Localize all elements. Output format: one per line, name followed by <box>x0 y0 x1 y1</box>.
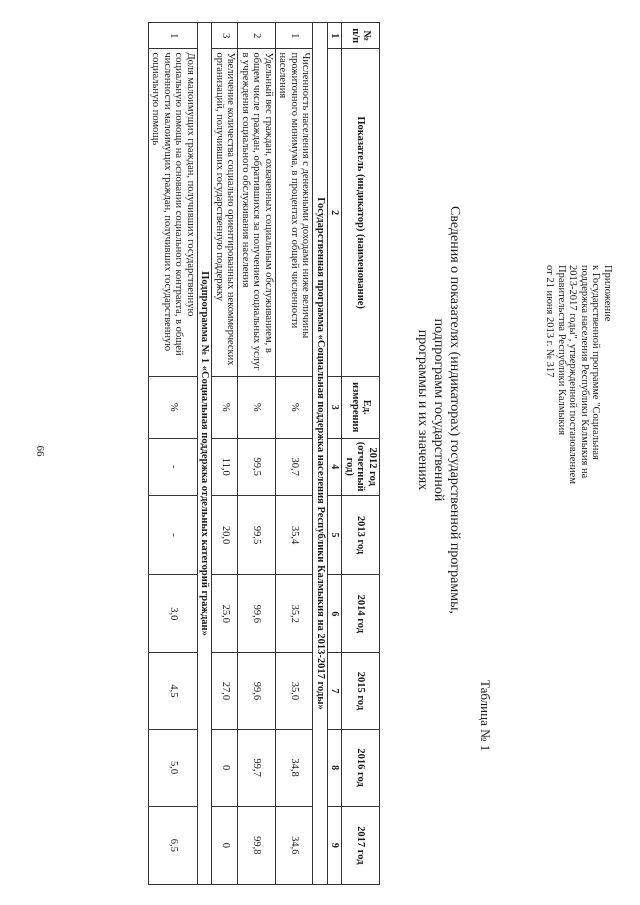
cell-2017: 99,8 <box>238 806 276 884</box>
rotated-page <box>20 20 620 885</box>
cell-indicator: Удельный вес граждан, охваченных социальным обслуживанием, в общем числе граждан, обратившихся за получением социальных услуг в учреждения социального обслуживания населения <box>238 49 276 376</box>
cell-2015: 99,6 <box>238 653 276 729</box>
appendix-line: Правительства Республики Калмыкия <box>556 265 567 436</box>
column-number-row <box>328 23 343 885</box>
appendix-line: 2013-2017 годы", утвержденной постановлением <box>567 265 579 484</box>
appendix-line: от 21 июня 2013 г. № 317 <box>544 265 556 378</box>
cell-2017: 0 <box>212 806 238 884</box>
section-program-heading: Государственная программа «Социальная поддержка населения Республики Калмыкия на 2013-2017 годы» <box>313 23 328 885</box>
header-unit: Ед. измерения <box>342 376 380 438</box>
header-2016: 2016 год <box>342 729 380 806</box>
table-row <box>276 23 314 885</box>
section-row <box>198 23 213 885</box>
cell-2014: 25,0 <box>212 575 238 653</box>
cell-2012: 11,0 <box>212 438 238 495</box>
table-row <box>149 23 198 885</box>
column-number: 8 <box>328 729 343 806</box>
column-number: 9 <box>328 806 343 884</box>
cell-indicator: Доля малоимущих граждан, получивших государственную социальную помощь на основании социального контракта, в общей численности малоимущих граждан, получивших государственную социальную помощь <box>149 49 198 376</box>
cell-2017: 6,5 <box>149 806 198 884</box>
indicators-table <box>148 22 380 885</box>
cell-2017: 34,6 <box>276 806 314 884</box>
cell-2013: 20,0 <box>212 495 238 574</box>
appendix-line: к Государственной программе "Социальная <box>590 265 602 460</box>
appendix-line: Приложение <box>602 265 613 322</box>
cell-unit: % <box>149 376 198 438</box>
cell-2016: 34,8 <box>276 729 314 806</box>
cell-2014: 35,2 <box>276 575 314 653</box>
header-2015: 2015 год <box>342 653 380 729</box>
column-number: 2 <box>328 49 343 376</box>
column-number: 3 <box>328 376 343 438</box>
appendix-line: поддержка населения Республики Калмыкия на <box>579 265 590 479</box>
cell-num: 1 <box>149 23 198 49</box>
cell-2013: 35,4 <box>276 495 314 574</box>
cell-2012: 30,7 <box>276 438 314 495</box>
cell-2015: 35,0 <box>276 653 314 729</box>
cell-2014: 3,0 <box>149 575 198 653</box>
column-number: 1 <box>328 23 343 49</box>
column-number: 7 <box>328 653 343 729</box>
column-number: 4 <box>328 438 343 495</box>
cell-unit: % <box>212 376 238 438</box>
header-2017: 2017 год <box>342 806 380 884</box>
table-label: Таблица № 1 <box>478 680 493 752</box>
cell-2015: 27,0 <box>212 653 238 729</box>
title-line-2: программы и их значениях <box>415 329 430 491</box>
cell-indicator: Численность населения с денежными доходами ниже величины прожиточного минимума, в процентах от общей численности населения <box>276 49 314 376</box>
column-number: 6 <box>328 575 343 653</box>
cell-unit: % <box>276 376 314 438</box>
page-number: 66 <box>34 445 46 457</box>
cell-2014: 99,6 <box>238 575 276 653</box>
cell-indicator: Увеличение количества социально ориентированных некоммерческих организаций, получивших государственную поддержку <box>212 49 238 376</box>
title-line-1: Сведения о показателях (индикаторах) государственной программы, подпрограмм государственной <box>431 206 462 614</box>
table-row <box>212 23 238 885</box>
header-2013: 2013 год <box>342 495 380 574</box>
cell-num: 3 <box>212 23 238 49</box>
cell-2016: 5,0 <box>149 729 198 806</box>
cell-2013: - <box>149 495 198 574</box>
header-2014: 2014 год <box>342 575 380 653</box>
cell-num: 1 <box>276 23 314 49</box>
cell-2012: 99,5 <box>238 438 276 495</box>
header-row <box>342 23 380 885</box>
cell-num: 2 <box>238 23 276 49</box>
header-indicator: Показатель (индикатор) (наименование) <box>342 49 380 376</box>
cell-2016: 0 <box>212 729 238 806</box>
column-number: 5 <box>328 495 343 574</box>
cell-2015: 4,5 <box>149 653 198 729</box>
table-row <box>238 23 276 885</box>
cell-2013: 99,5 <box>238 495 276 574</box>
section-row <box>313 23 328 885</box>
header-num: № п/п <box>342 23 380 49</box>
cell-2012: - <box>149 438 198 495</box>
appendix-note <box>544 265 613 575</box>
header-2012: 2012 год (отчетный год) <box>342 438 380 495</box>
section-subprogram-heading: Подпрограмма № 1 «Социальная поддержка отдельных категорий граждан» <box>198 23 213 885</box>
cell-unit: % <box>238 376 276 438</box>
cell-2016: 99,7 <box>238 729 276 806</box>
document-title <box>414 180 462 640</box>
